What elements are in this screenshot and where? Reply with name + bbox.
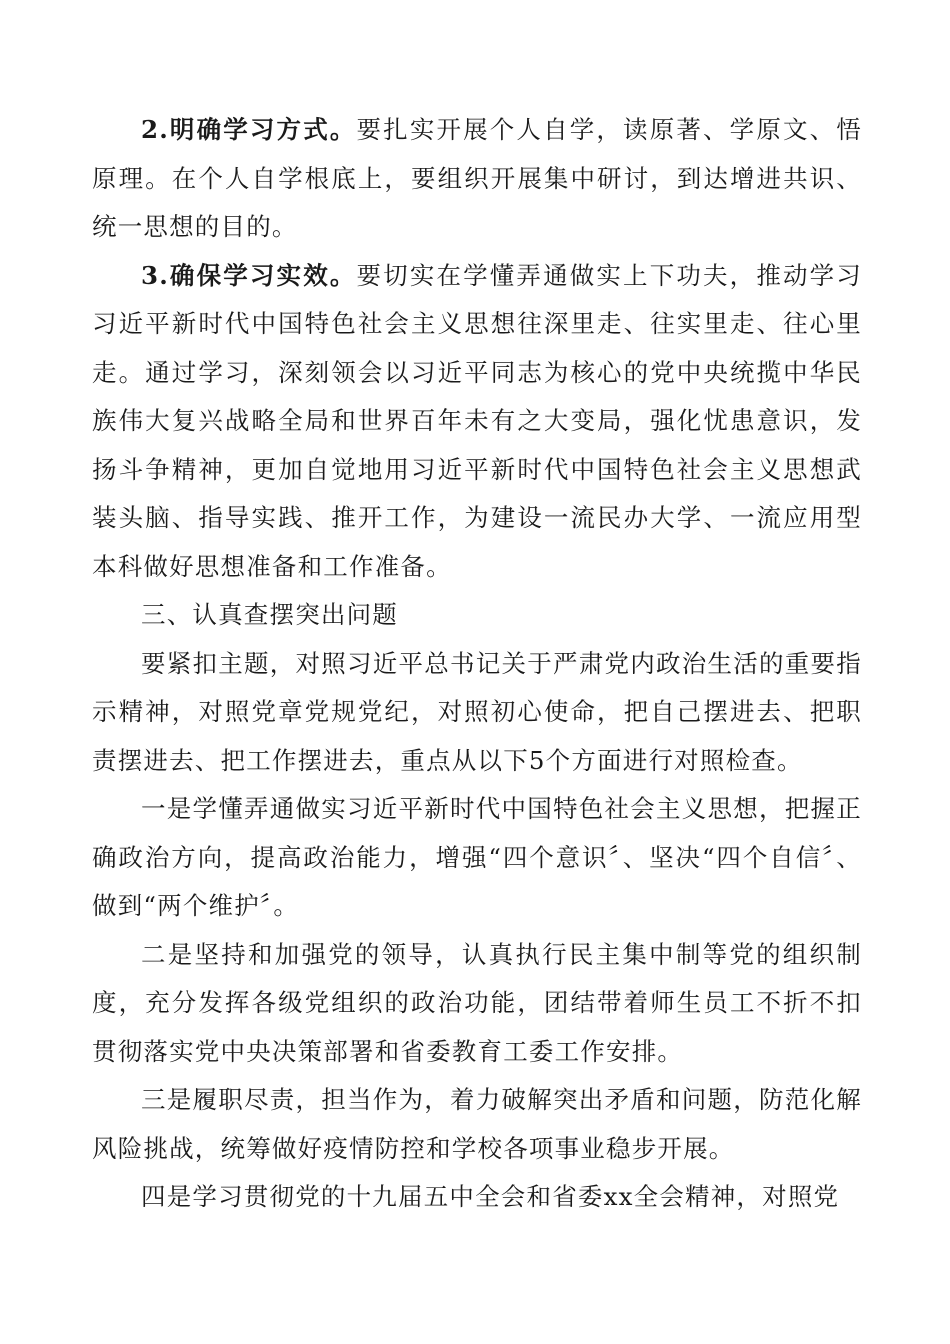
paragraph-lead: 3.确保学习实效。 — [141, 260, 357, 290]
paragraph-text: 要切实在学懂弄通做实上下功夫，推动学习习近平新时代中国特色社会主义思想往深里走、往实里走、往心里走。通过学习，深刻领会以习近平同志为核心的党中央统揽中华民族伟大复兴战略全局和世界百年未有之大变局，强化忧患意识，发扬斗争精神，更加自觉地用习近平新时代中国特色社会主义思想武装头脑、指导实践、推开工作，为建设一流民办大学、一流应用型本科做好思想准备和工作准备。 — [92, 260, 862, 581]
paragraph-text: 要扎实开展个人自学，读原著、学原文、悟原理。在个人自学根底上，要组织开展集中研讨，到达增进共识、统一思想的目的。 — [92, 115, 862, 241]
paragraph-study-method — [92, 106, 862, 252]
body-paragraph-item-4: 四是学习贯彻党的十九届五中全会和省委xx全会精神，对照党 — [141, 1182, 840, 1211]
paragraph-lead: 2.明确学习方式。 — [141, 115, 357, 144]
document-page — [92, 106, 862, 1222]
body-paragraph-item-2: 二是坚持和加强党的领导，认真执行民主集中制等党的组织制度，充分发挥各级党组织的政治功能，团结带着师生员工不折不扣贯彻落实党中央决策部署和省委教育工委工作安排。 — [92, 939, 862, 1066]
body-paragraph-item-3: 三是履职尽责，担当作为，着力破解突出矛盾和问题，防范化解风险挑战，统筹做好疫情防控和学校各项事业稳步开展。 — [92, 1085, 862, 1163]
body-paragraph-intro: 要紧扣主题，对照习近平总书记关于严肃党内政治生活的重要指示精神，对照党章党规党纪，对照初心使命，把自己摆进去、把职责摆进去、把工作摆进去，重点从以下5个方面进行对照检查。 — [92, 648, 862, 775]
body-paragraph-item-1: 一是学懂弄通做实习近平新时代中国特色社会主义思想，把握正确政治方向，提高政治能力，增强“四个意识〞、坚决“四个自信〞、做到“两个维护〞。 — [92, 794, 862, 920]
paragraph-study-effect — [92, 252, 862, 592]
section-heading: 三、认真查摆突出问题 — [141, 600, 398, 629]
